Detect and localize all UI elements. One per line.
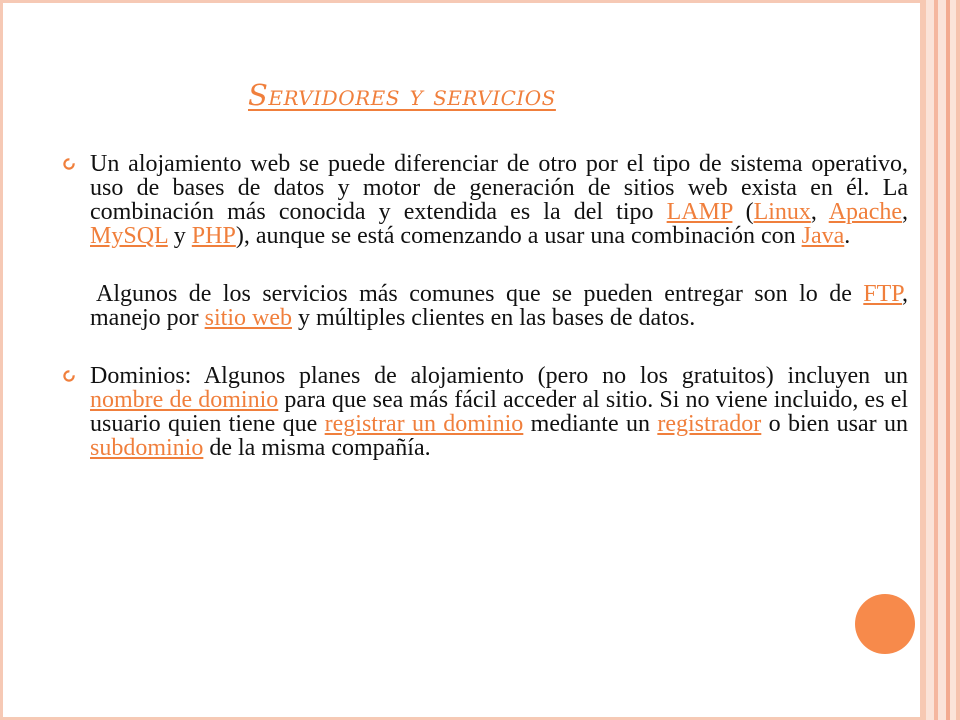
link-ftp[interactable]: FTP bbox=[863, 281, 902, 307]
link-sitio-web[interactable]: sitio web bbox=[204, 305, 292, 331]
bullet-item-1: Un alojamiento web se puede diferenciar de otro por el tipo de sistema operativo, uso de bases de datos y motor de generación de sitios web exista en él. La combinación más conocida y extendida es la del tipo LAMP (Linux, Apache, MySQL y PHP), aunque se está comenzando a usar una combinación con Java. bbox=[60, 152, 908, 248]
link-apache[interactable]: Apache bbox=[828, 199, 902, 225]
link-php[interactable]: PHP bbox=[191, 223, 236, 249]
decorative-stripes bbox=[920, 0, 960, 720]
paragraph-services: Algunos de los servicios más comunes que se pueden entregar son lo de FTP, manejo por sitio web y múltiples clientes en las bases de datos. bbox=[90, 281, 908, 331]
link-registrador[interactable]: registrador bbox=[657, 411, 762, 437]
link-mysql[interactable]: MySQL bbox=[90, 223, 168, 249]
bullet-item-2: Dominios: Algunos planes de alojamiento (pero no los gratuitos) incluyen un nombre de dominio para que sea más fácil acceder al sitio. Si no viene incluido, es el usuario quien tiene que registrar un dominio mediante un registrador o bien usar un subdominio de la misma compañía. bbox=[60, 364, 908, 460]
link-nombre-de-dominio[interactable]: nombre de dominio bbox=[90, 387, 279, 413]
link-subdominio[interactable]: subdominio bbox=[90, 435, 204, 461]
slide-title: Servidores y servicios bbox=[248, 78, 556, 112]
slide-content bbox=[60, 152, 908, 494]
link-registrar-un-dominio[interactable]: registrar un dominio bbox=[324, 411, 524, 437]
bullet-icon bbox=[62, 157, 76, 171]
bullet-icon bbox=[62, 369, 76, 383]
link-linux[interactable]: Linux bbox=[753, 199, 811, 225]
link-lamp[interactable]: LAMP bbox=[666, 199, 733, 225]
link-java[interactable]: Java bbox=[801, 223, 845, 249]
decorative-circle bbox=[855, 594, 915, 654]
